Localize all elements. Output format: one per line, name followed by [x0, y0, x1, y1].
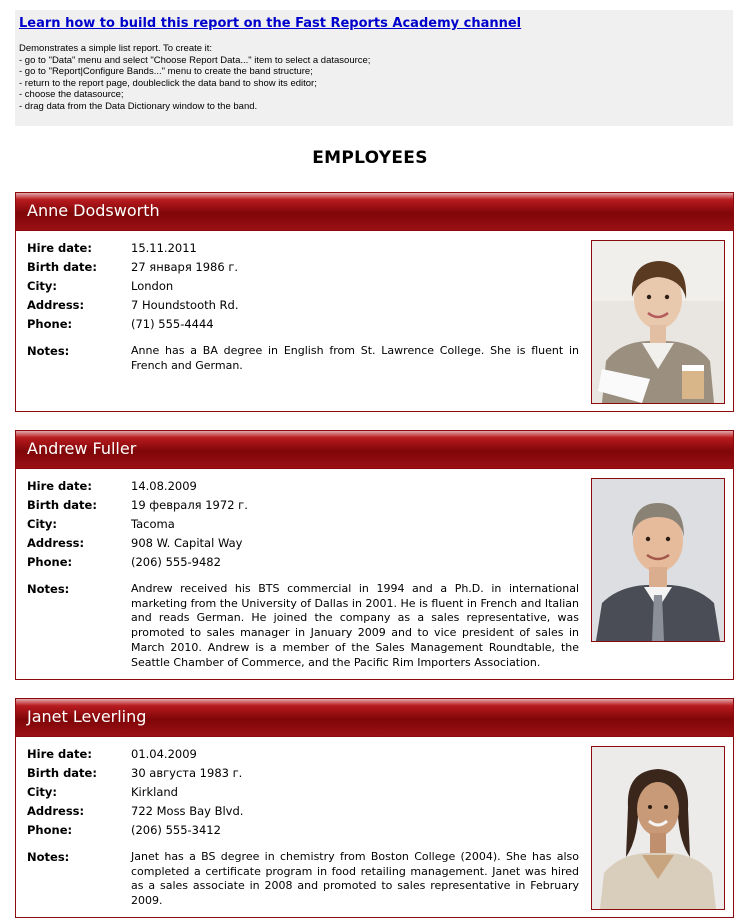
- address-label: Address:: [27, 804, 85, 818]
- employee-name: Janet Leverling: [16, 699, 733, 737]
- address-label: Address:: [27, 536, 85, 550]
- employee-name: Andrew Fuller: [16, 431, 733, 469]
- city-label: City:: [27, 279, 57, 293]
- employee-name: Anne Dodsworth: [16, 193, 733, 231]
- woman-photo-icon: [592, 747, 724, 909]
- city-label: City:: [27, 785, 57, 799]
- city-value: London: [131, 279, 174, 293]
- address-value: 908 W. Capital Way: [131, 536, 243, 550]
- city-value: Kirkland: [131, 785, 178, 799]
- employee-card: [15, 430, 734, 680]
- phone-label: Phone:: [27, 317, 73, 331]
- birth-date-value: 30 августа 1983 г.: [131, 766, 243, 780]
- notes-label: Notes:: [27, 582, 70, 596]
- hire-date-value: 01.04.2009: [131, 747, 197, 761]
- academy-link[interactable]: Learn how to build this report on the Fast Reports Academy channel: [19, 16, 522, 31]
- hire-date-label: Hire date:: [27, 747, 92, 761]
- birth-date-label: Birth date:: [27, 260, 97, 274]
- phone-value: (71) 555-4444: [131, 317, 214, 331]
- employee-photo: [591, 746, 725, 910]
- report-description-panel: [15, 10, 733, 126]
- employee-photo: [591, 478, 725, 642]
- report-title: EMPLOYEES: [312, 148, 428, 168]
- description-text: [19, 43, 370, 113]
- description-line: - go to "Report|Configure Bands..." menu to create the band structure;: [19, 66, 313, 78]
- address-label: Address:: [27, 298, 85, 312]
- address-value: 722 Moss Bay Blvd.: [131, 804, 244, 818]
- phone-label: Phone:: [27, 823, 73, 837]
- hire-date-value: 15.11.2011: [131, 241, 197, 255]
- notes-text: Anne has a BA degree in English from St. Lawrence College. She is fluent in French and German.: [131, 344, 579, 372]
- notes-text: Janet has a BS degree in chemistry from Boston College (2004). She has also completed a certificate program in food retailing management. Janet was hired as a sales associate in 2008 and promoted to sales representative in February 2009.: [131, 850, 579, 908]
- phone-value: (206) 555-3412: [131, 823, 221, 837]
- birth-date-label: Birth date:: [27, 498, 97, 512]
- birth-date-value: 27 января 1986 г.: [131, 260, 239, 274]
- employee-card: [15, 192, 734, 412]
- hire-date-label: Hire date:: [27, 479, 92, 493]
- hire-date-value: 14.08.2009: [131, 479, 197, 493]
- woman-photo-icon: [592, 241, 724, 403]
- description-line: - drag data from the Data Dictionary window to the band.: [19, 100, 258, 112]
- city-label: City:: [27, 517, 57, 531]
- notes-label: Notes:: [27, 850, 70, 864]
- man-photo-icon: [592, 479, 724, 641]
- notes-text: Andrew received his BTS commercial in 1994 and a Ph.D. in international marketing from the University of Dallas in 2001. He is fluent in French and Italian and reads German. He joined the company as a sales representative, was promoted to sales manager in January 2009 and to vice president of sales in March 2010. Andrew is a member of the Sales Management Roundtable, the Seattle Chamber of Commerce, and the Pacific Rim Importers Association.: [131, 582, 579, 669]
- birth-date-value: 19 февраля 1972 г.: [131, 498, 248, 512]
- employee-photo: [591, 240, 725, 404]
- address-value: 7 Houndstooth Rd.: [131, 298, 239, 312]
- description-line: - go to "Data" menu and select "Choose Report Data..." item to select a datasource;: [19, 54, 371, 66]
- notes-label: Notes:: [27, 344, 70, 358]
- description-line: Demonstrates a simple list report. To create it:: [19, 43, 213, 54]
- employee-card: [15, 698, 734, 918]
- phone-label: Phone:: [27, 555, 73, 569]
- description-line: - choose the datasource;: [19, 89, 124, 101]
- city-value: Tacoma: [131, 517, 175, 531]
- birth-date-label: Birth date:: [27, 766, 97, 780]
- description-line: - return to the report page, doubleclick the data band to show its editor;: [19, 77, 317, 89]
- hire-date-label: Hire date:: [27, 241, 92, 255]
- phone-value: (206) 555-9482: [131, 555, 221, 569]
